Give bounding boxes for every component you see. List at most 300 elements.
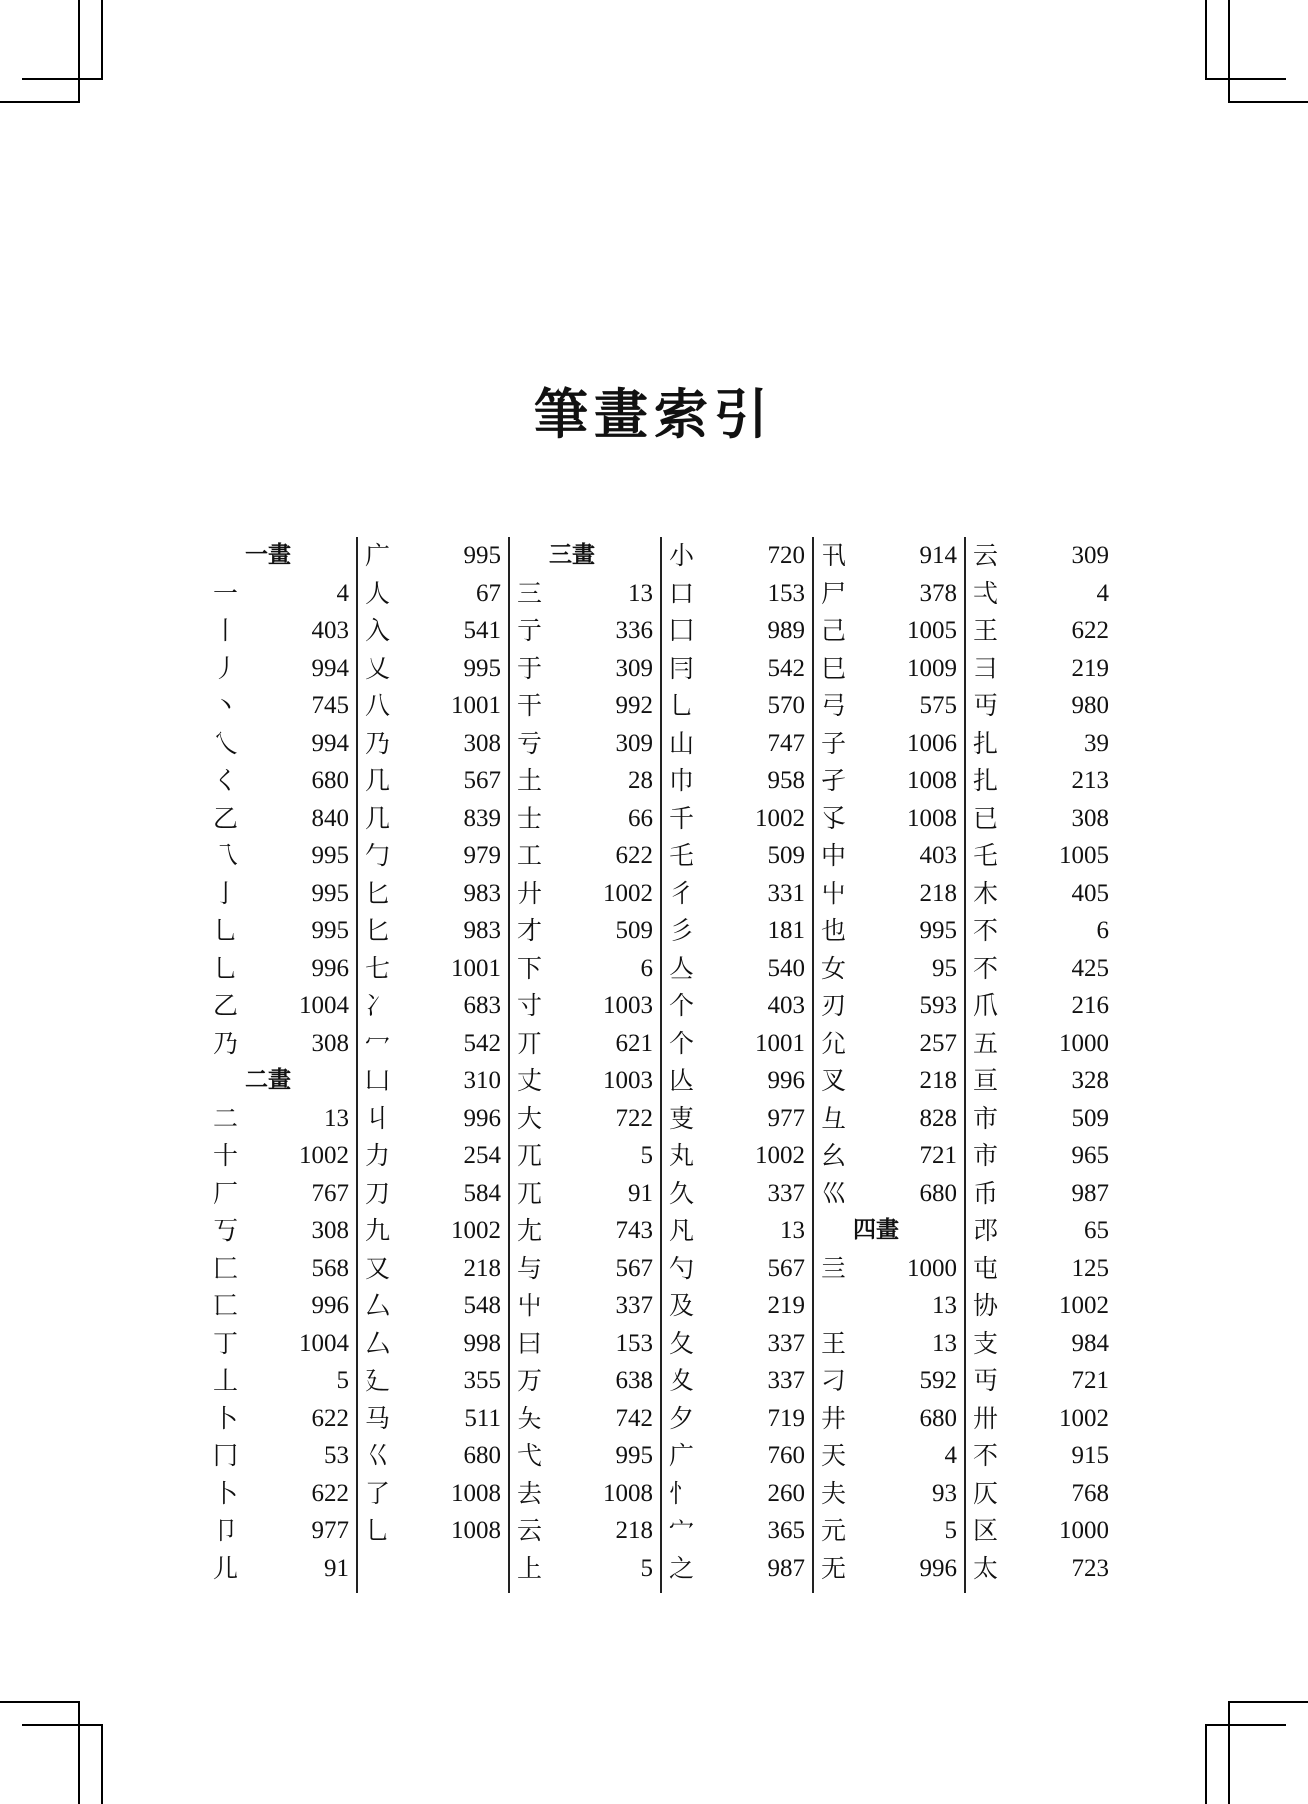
index-page-number: 541 (463, 617, 501, 644)
index-page-number: 1002 (603, 879, 653, 907)
index-entry (965, 1437, 1115, 1475)
index-character: 丌 (517, 1028, 543, 1058)
index-entry (205, 1325, 355, 1363)
index-character: 卩 (213, 1516, 239, 1545)
index-character: 三 (517, 578, 543, 608)
index-page-number: 768 (1071, 1479, 1109, 1507)
index-character: 囗 (669, 616, 695, 645)
crop-mark-top-left-h (22, 78, 103, 80)
index-character: 一 (213, 578, 239, 608)
index-page-number: 994 (311, 729, 349, 757)
index-page-number: 720 (767, 542, 805, 569)
index-entry (205, 762, 355, 800)
index-entry (509, 612, 659, 650)
index-entry (357, 875, 507, 913)
index-entry (357, 762, 507, 800)
index-entry (661, 1475, 811, 1513)
index-page-number: 1002 (451, 1217, 501, 1244)
index-page-number: 1002 (1059, 1404, 1109, 1432)
index-character: 乚 (213, 916, 239, 945)
index-character: 五 (973, 1028, 999, 1058)
index-page-number: 5 (640, 1142, 653, 1169)
index-entry (509, 800, 659, 838)
index-page-number: 308 (1071, 804, 1109, 832)
index-page-number: 91 (324, 1554, 349, 1582)
index-page-number: 680 (463, 1442, 501, 1469)
index-entry (205, 875, 355, 913)
index-character: 及 (669, 1291, 695, 1320)
index-character: 亅 (213, 878, 239, 908)
index-character: 十 (213, 1141, 239, 1170)
index-page-number: 840 (311, 804, 349, 832)
index-character: 大 (517, 1103, 543, 1133)
index-character: 丩 (365, 1103, 391, 1133)
index-entry (357, 1100, 507, 1138)
stroke-group-heading (813, 1212, 963, 1250)
index-entry (357, 837, 507, 875)
index-page-number: 337 (767, 1367, 805, 1394)
index-entry (357, 1287, 507, 1325)
index-entry (205, 1025, 355, 1063)
index-column (205, 537, 355, 1587)
index-entry (661, 1362, 811, 1400)
index-entry (813, 1250, 963, 1288)
index-character: 丏 (973, 1366, 999, 1395)
index-character: 之 (669, 1553, 695, 1583)
crop-mark-bottom-left-h (22, 1724, 103, 1726)
index-character: 亍 (517, 616, 543, 645)
index-character: 广 (669, 1441, 695, 1470)
index-character: 工 (517, 841, 543, 870)
index-entry (509, 837, 659, 875)
index-entry (205, 800, 355, 838)
index-page-number: 680 (919, 1404, 957, 1432)
crop-mark-bottom-left-v (101, 1724, 103, 1804)
index-character: 幺 (821, 1141, 847, 1170)
index-entry (965, 912, 1115, 950)
index-character: 与 (517, 1253, 543, 1283)
index-entry (661, 912, 811, 950)
index-page-number: 213 (1071, 767, 1109, 794)
index-character: 才 (517, 916, 543, 945)
index-character: 于 (517, 653, 543, 683)
index-page-number: 13 (932, 1292, 957, 1319)
index-character: 兀 (517, 1178, 543, 1208)
index-entry (965, 987, 1115, 1025)
index-character: 仄 (973, 1478, 999, 1508)
index-entry (661, 1550, 811, 1588)
index-character: 乇 (973, 841, 999, 870)
index-entry (509, 1137, 659, 1175)
index-character: 个 (669, 1028, 695, 1058)
index-entry (357, 1025, 507, 1063)
index-page-number: 4 (1096, 579, 1109, 607)
index-character: 巾 (669, 766, 695, 795)
index-entry (813, 1475, 963, 1513)
index-character: 己 (821, 616, 847, 645)
index-entry (509, 687, 659, 725)
index-entry (357, 1437, 507, 1475)
index-page-number: 995 (311, 842, 349, 869)
index-character: 不 (973, 953, 999, 983)
index-entry (965, 1362, 1115, 1400)
index-character: 中 (821, 841, 847, 870)
index-entry (965, 1100, 1115, 1138)
index-character: 巳 (821, 653, 847, 683)
index-character: 爪 (973, 991, 999, 1020)
index-character: 力 (365, 1141, 391, 1170)
index-page-number: 403 (767, 992, 805, 1019)
index-character: 币 (973, 1178, 999, 1208)
index-entry (357, 800, 507, 838)
index-entry (965, 1475, 1115, 1513)
index-character: 彑 (821, 1103, 847, 1133)
index-page-number: 328 (1071, 1067, 1109, 1094)
index-entry (965, 687, 1115, 725)
index-page-number: 13 (628, 579, 653, 607)
index-entry (205, 687, 355, 725)
index-page-number: 621 (615, 1029, 653, 1057)
index-page-number: 509 (767, 842, 805, 869)
crop-mark-top-right-h (1205, 78, 1286, 80)
index-character: 乃 (213, 1028, 239, 1058)
index-character: 寸 (517, 991, 543, 1020)
index-page-number: 1005 (907, 617, 957, 644)
index-character: 协 (973, 1291, 999, 1320)
index-character: 口 (669, 578, 695, 608)
index-character: 支 (973, 1328, 999, 1358)
index-character: 太 (973, 1553, 999, 1583)
index-page-number: 745 (311, 692, 349, 719)
index-entry (509, 950, 659, 988)
index-character: 入 (365, 616, 391, 645)
index-entry (965, 800, 1115, 838)
index-page-number: 4 (944, 1442, 957, 1469)
index-page-number: 219 (1071, 654, 1109, 682)
index-character: 几 (365, 803, 391, 833)
index-entry (813, 875, 963, 913)
index-entry (813, 1062, 963, 1100)
index-character: 丈 (517, 1066, 543, 1095)
crop-mark-top-left-v (101, 0, 103, 80)
index-page-number: 13 (932, 1329, 957, 1357)
index-page-number: 181 (767, 917, 805, 944)
index-character: 土 (517, 766, 543, 795)
index-entry (357, 950, 507, 988)
index-character: 忄 (669, 1478, 695, 1508)
index-entry (357, 612, 507, 650)
index-page-number: 218 (919, 1067, 957, 1094)
index-character: 几 (365, 766, 391, 795)
index-character: 下 (517, 953, 543, 983)
index-character: 乃 (365, 728, 391, 758)
index-entry (205, 725, 355, 763)
index-page-number: 1005 (1059, 842, 1109, 869)
index-character: 勹 (365, 841, 391, 870)
index-character: 区 (973, 1516, 999, 1545)
index-entry (813, 950, 963, 988)
index-page-number: 998 (463, 1329, 501, 1357)
index-character: 市 (973, 1103, 999, 1133)
index-entry (661, 1250, 811, 1288)
index-page-number: 568 (311, 1254, 349, 1282)
index-page-number: 984 (1071, 1329, 1109, 1357)
index-character: 尢 (517, 1216, 543, 1245)
index-page-number: 13 (780, 1217, 805, 1244)
index-page-number: 1000 (1059, 1517, 1109, 1544)
index-entry (813, 762, 963, 800)
index-page-number: 337 (767, 1179, 805, 1207)
index-page-number: 1001 (451, 954, 501, 982)
index-entry (813, 1325, 963, 1363)
index-character: 刀 (365, 1178, 391, 1208)
index-page-number: 995 (311, 879, 349, 907)
index-page-number: 405 (1071, 879, 1109, 907)
index-page-number: 310 (463, 1067, 501, 1094)
index-entry (813, 912, 963, 950)
index-page-number: 958 (767, 767, 805, 794)
index-page-number: 987 (767, 1554, 805, 1582)
index-page-number: 980 (1071, 692, 1109, 719)
index-character: 丸 (669, 1141, 695, 1170)
index-entry (509, 1550, 659, 1588)
index-entry (965, 1287, 1115, 1325)
index-character: 小 (669, 541, 695, 570)
index-entry (509, 575, 659, 613)
index-page-number: 5 (944, 1517, 957, 1544)
index-page-number: 309 (615, 654, 653, 682)
index-character: く (213, 766, 239, 795)
index-page-number: 257 (919, 1029, 957, 1057)
stroke-group-label: 三畫 (549, 542, 595, 568)
index-character: 木 (973, 878, 999, 908)
index-character: 匚 (213, 1253, 239, 1283)
index-entry (813, 1437, 963, 1475)
index-page-number: 153 (615, 1329, 653, 1357)
index-entry (813, 537, 963, 575)
index-page-number: 219 (767, 1292, 805, 1319)
index-page-number: 743 (615, 1217, 653, 1244)
index-page-number: 996 (767, 1067, 805, 1094)
index-character: 广 (365, 541, 391, 570)
index-page-number: 979 (463, 842, 501, 869)
index-page-number: 1008 (603, 1479, 653, 1507)
index-entry (661, 612, 811, 650)
index-page-number: 95 (932, 954, 957, 982)
index-entry (965, 1400, 1115, 1438)
index-page-number: 1000 (1059, 1029, 1109, 1057)
index-page-number: 584 (463, 1179, 501, 1207)
index-page-number: 1008 (451, 1479, 501, 1507)
index-page-number: 839 (463, 804, 501, 832)
index-entry (965, 875, 1115, 913)
index-entry (509, 875, 659, 913)
index-entry (965, 1250, 1115, 1288)
index-entry (661, 762, 811, 800)
index-entry (813, 1550, 963, 1588)
crop-mark-top-left-h2 (0, 101, 80, 103)
index-page-number: 1003 (603, 1067, 653, 1094)
crop-mark-bottom-left-v2 (78, 1701, 80, 1804)
index-character: 市 (973, 1141, 999, 1170)
index-character: 厶 (365, 1291, 391, 1320)
index-character: 匸 (213, 1291, 239, 1320)
index-page-number: 987 (1071, 1179, 1109, 1207)
index-page-number: 575 (919, 692, 957, 719)
index-character: 云 (973, 541, 999, 570)
index-column (965, 537, 1115, 1587)
index-entry (813, 987, 963, 1025)
index-entry (357, 537, 507, 575)
stroke-group-label: 二畫 (245, 1067, 291, 1093)
index-page-number: 995 (615, 1442, 653, 1469)
index-entry (357, 987, 507, 1025)
index-entry (813, 1025, 963, 1063)
index-entry (661, 1062, 811, 1100)
index-character: 女 (821, 953, 847, 983)
index-character: 丂 (213, 1216, 239, 1245)
index-page-number: 983 (463, 879, 501, 907)
index-page-number: 309 (615, 729, 653, 757)
index-entry (813, 1400, 963, 1438)
index-character: 弓 (821, 691, 847, 720)
index-entry (509, 987, 659, 1025)
stroke-group-heading (509, 537, 659, 575)
index-page-number: 425 (1071, 954, 1109, 982)
index-entry (965, 950, 1115, 988)
index-entry (813, 687, 963, 725)
index-page-number: 995 (463, 542, 501, 569)
index-entry (965, 1062, 1115, 1100)
index-character: 廴 (365, 1366, 391, 1395)
index-page-number: 680 (919, 1179, 957, 1207)
index-page-number: 153 (767, 579, 805, 607)
stroke-group-heading (205, 1062, 355, 1100)
index-character: 儿 (213, 1553, 239, 1583)
index-entry (813, 575, 963, 613)
index-page-number: 767 (311, 1179, 349, 1207)
index-page-number: 218 (463, 1254, 501, 1282)
index-character: 乂 (365, 653, 391, 683)
index-page-number: 355 (463, 1367, 501, 1394)
crop-mark-top-right-h2 (1228, 101, 1308, 103)
index-entry (509, 1512, 659, 1550)
index-page-number: 66 (628, 804, 653, 832)
index-page-number: 680 (311, 767, 349, 794)
index-page-number: 1003 (603, 992, 653, 1019)
index-page-number: 260 (767, 1479, 805, 1507)
crop-mark-bottom-right-h2 (1228, 1701, 1308, 1703)
index-character: 卅 (973, 1403, 999, 1433)
index-page-number: 365 (767, 1517, 805, 1544)
index-entry (509, 1362, 659, 1400)
index-page-number: 1000 (907, 1254, 957, 1282)
index-entry (509, 1250, 659, 1288)
index-page-number: 742 (615, 1404, 653, 1432)
index-column (813, 537, 963, 1587)
index-entry (357, 1137, 507, 1175)
index-character: 丏 (973, 691, 999, 720)
index-entry (965, 575, 1115, 613)
index-entry (965, 650, 1115, 688)
index-page-number: 995 (919, 917, 957, 944)
index-page-number: 1008 (907, 767, 957, 794)
index-entry (965, 1137, 1115, 1175)
index-character: 乙 (213, 991, 239, 1020)
index-entry (509, 1025, 659, 1063)
index-page-number: 337 (767, 1329, 805, 1357)
index-character: 屮 (517, 1291, 543, 1320)
index-entry (205, 612, 355, 650)
index-page-number: 93 (932, 1479, 957, 1507)
index-page-number: 995 (311, 917, 349, 944)
index-character: 也 (821, 916, 847, 945)
index-entry (205, 1212, 355, 1250)
index-page-number: 719 (767, 1404, 805, 1432)
index-entry (661, 1325, 811, 1363)
index-page-number: 511 (464, 1404, 501, 1432)
index-character: 巛 (821, 1178, 847, 1208)
index-entry (965, 1325, 1115, 1363)
index-entry (205, 1287, 355, 1325)
crop-mark-top-right-v (1205, 0, 1207, 80)
index-character: 丁 (213, 1328, 239, 1358)
crop-mark-bottom-right-v (1205, 1724, 1207, 1804)
index-page-number: 1001 (755, 1029, 805, 1057)
index-entry (509, 912, 659, 950)
index-entry (661, 650, 811, 688)
index-page-number: 542 (767, 654, 805, 682)
index-entry (509, 1437, 659, 1475)
index-character: 已 (973, 803, 999, 833)
index-entry (813, 1512, 963, 1550)
index-entry (357, 912, 507, 950)
index-entry (357, 1175, 507, 1213)
index-entry (205, 1475, 355, 1513)
index-entry (509, 1212, 659, 1250)
index-character: 人 (365, 578, 391, 608)
index-entry (661, 1025, 811, 1063)
index-entry (357, 1475, 507, 1513)
index-entry (357, 725, 507, 763)
index-character: 王 (821, 1328, 847, 1358)
index-character: 子 (821, 728, 847, 758)
index-entry (661, 987, 811, 1025)
index-character: 不 (973, 1441, 999, 1470)
index-character: 屯 (973, 1253, 999, 1283)
index-entry (661, 875, 811, 913)
index-page-number: 67 (476, 579, 501, 607)
index-character: 凵 (365, 1066, 391, 1095)
index-page-number: 65 (1084, 1217, 1109, 1244)
index-entry (661, 687, 811, 725)
index-entry (205, 1100, 355, 1138)
index-entry (965, 725, 1115, 763)
index-character: 屮 (821, 878, 847, 908)
index-page-number: 125 (1071, 1254, 1109, 1282)
index-entry (509, 1062, 659, 1100)
index-character: 叉 (821, 1066, 847, 1095)
index-page-number: 638 (615, 1367, 653, 1394)
index-page-number: 747 (767, 729, 805, 757)
index-entry (813, 800, 963, 838)
crop-mark-bottom-right-v2 (1228, 1701, 1230, 1804)
index-page-number: 994 (311, 654, 349, 682)
index-character: 乚 (669, 691, 695, 720)
index-page-number: 828 (919, 1104, 957, 1132)
index-character: 乚 (365, 1516, 391, 1545)
index-entry (661, 1287, 811, 1325)
